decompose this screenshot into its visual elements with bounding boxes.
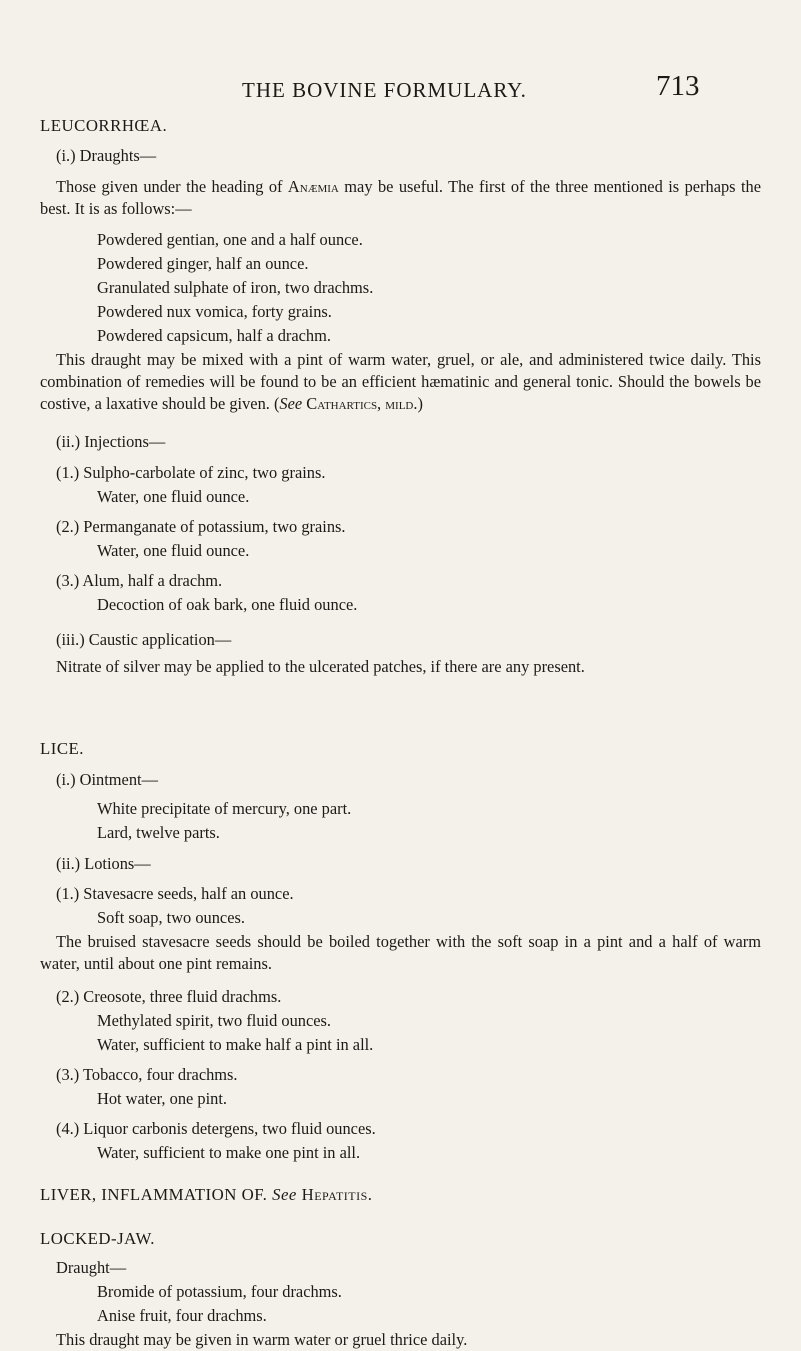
ingredient-line: Powdered gentian, one and a half ounce. — [97, 230, 363, 249]
cathartics-reference: Cathartics, mild. — [306, 394, 418, 413]
see-word: See — [279, 394, 303, 413]
hepatitis-reference: Hepatitis. — [301, 1185, 373, 1204]
ointment-line: White precipitate of mercury, one part. — [97, 799, 352, 818]
lockjaw-line: Anise fruit, four drachms. — [97, 1306, 267, 1325]
ointment-line: Lard, twelve parts. — [97, 823, 220, 842]
see-word: See — [272, 1185, 297, 1204]
lotion-item: Water, sufficient to make one pint in all. — [97, 1143, 361, 1162]
liver-heading: LIVER, INFLAMMATION OF. — [40, 1185, 268, 1204]
ingredient-line: Powdered nux vomica, forty grains. — [97, 302, 332, 321]
injection-item: (2.) Permanganate of potassium, two grains. — [56, 517, 346, 536]
injection-item: (1.) Sulpho-carbolate of zinc, two grains. — [56, 463, 326, 482]
injection-item: Water, one fluid ounce. — [97, 541, 250, 560]
subsection-label-injections: (ii.) Injections— — [56, 432, 166, 451]
lotion-item: Water, sufficient to make half a pint in all. — [97, 1035, 374, 1054]
section-heading-lice: LICE. — [40, 739, 84, 758]
lotion-item: (1.) Stavesacre seeds, half an ounce. — [56, 884, 294, 903]
subsection-label-lotions: (ii.) Lotions— — [56, 854, 151, 873]
subsection-label-draughts: (i.) Draughts— — [56, 146, 157, 165]
ingredient-line: Granulated sulphate of iron, two drachms. — [97, 278, 374, 297]
lockjaw-line: Bromide of potassium, four drachms. — [97, 1282, 342, 1301]
ingredient-line: Powdered ginger, half an ounce. — [97, 254, 309, 273]
ingredient-line: Powdered capsicum, half a drachm. — [97, 326, 331, 345]
anaemia-reference: Anæmia — [287, 177, 339, 196]
subsection-label-ointment: (i.) Ointment— — [56, 770, 158, 789]
injection-item: Water, one fluid ounce. — [97, 487, 250, 506]
lotion-item: Soft soap, two ounces. — [97, 908, 245, 927]
lotion-item: (2.) Creosote, three fluid drachms. — [56, 987, 282, 1006]
section-heading-leucorrhoea: LEUCORRHŒA. — [40, 116, 168, 135]
section-heading-liver — [40, 1184, 761, 1206]
draughts-note — [40, 349, 761, 415]
lotion-item: (3.) Tobacco, four drachms. — [56, 1065, 238, 1084]
section-heading-lockjaw: LOCKED-JAW. — [40, 1229, 155, 1248]
running-title: THE BOVINE FORMULARY. — [242, 78, 527, 102]
draughts-intro — [40, 176, 761, 220]
injection-item: Decoction of oak bark, one fluid ounce. — [97, 595, 358, 614]
lotion-item: Methylated spirit, two fluid ounces. — [97, 1011, 331, 1030]
draughts-intro-b: may be useful. The first of the three mentioned is perhaps the best. It is as follows:— — [40, 177, 761, 218]
lotion-item: (4.) Liquor carbonis detergens, two fluid ounces. — [56, 1119, 376, 1138]
lotion-item: Hot water, one pint. — [97, 1089, 227, 1108]
caustic-text: Nitrate of silver may be applied to the ulcerated patches, if there are any present. — [56, 657, 585, 676]
draughts-note-a: This draught may be mixed with a pint of warm water, gruel, or ale, and administered twice daily. This combination of remedies will be found to be an efficient hæmatinic and general tonic. Should the bowels be costive, a laxative should be given. ( — [40, 350, 761, 413]
draughts-intro-a: Those given under the heading of — [56, 177, 288, 196]
subsection-label-caustic: (iii.) Caustic application— — [56, 630, 232, 649]
injection-item: (3.) Alum, half a drachm. — [56, 571, 223, 590]
subsection-label-lockjaw-draught: Draught— — [56, 1258, 127, 1277]
lotion-note: The bruised stavesacre seeds should be boiled together with the soft soap in a pint and a half of warm water, until about one pint remains. — [40, 932, 761, 973]
page-number: 713 — [656, 70, 700, 102]
lockjaw-note: This draught may be given in warm water or gruel thrice daily. — [56, 1330, 468, 1349]
draughts-note-b: ) — [417, 394, 423, 413]
